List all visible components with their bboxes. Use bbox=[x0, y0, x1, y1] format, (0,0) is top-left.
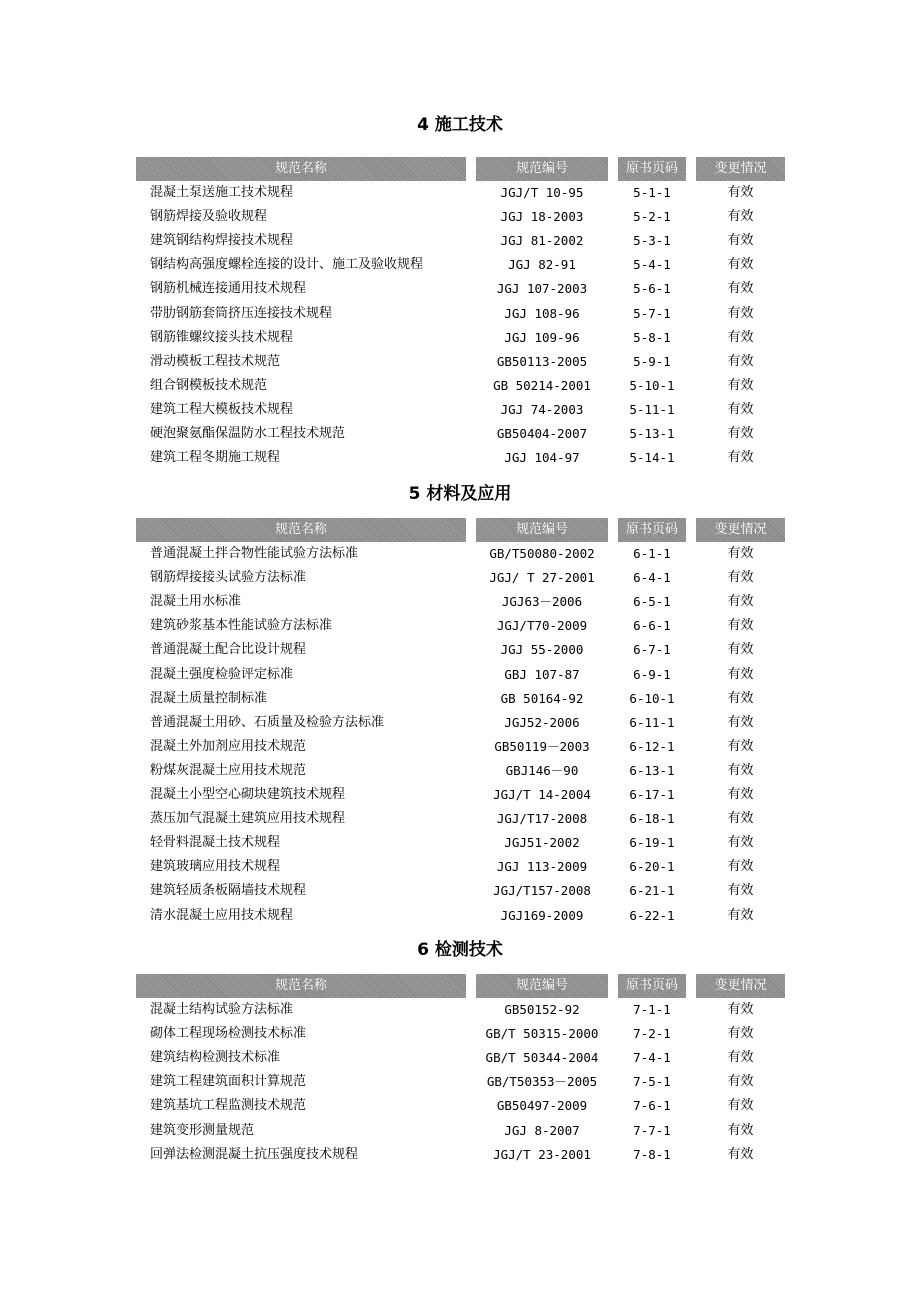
standard-code: JGJ/T17-2008 bbox=[496, 811, 588, 827]
standard-name: 建筑变形测量规范 bbox=[150, 1122, 255, 1138]
status: 有效 bbox=[727, 618, 754, 634]
table-row bbox=[0, 879, 920, 903]
header-status: 变更情况 bbox=[696, 974, 785, 998]
page-number: 5-11-1 bbox=[629, 401, 675, 417]
page-number: 6-12-1 bbox=[629, 738, 675, 754]
table-row bbox=[0, 398, 920, 422]
header-status: 变更情况 bbox=[696, 518, 785, 542]
page-number: 7-7-1 bbox=[633, 1122, 671, 1138]
standard-name: 钢筋锥螺纹接头技术规程 bbox=[150, 329, 294, 345]
status: 有效 bbox=[727, 281, 754, 297]
standard-code: JGJ/T157-2008 bbox=[493, 883, 591, 899]
page-number: 6-21-1 bbox=[629, 883, 675, 899]
standard-name: 回弹法检测混凝土抗压强度技术规程 bbox=[150, 1146, 359, 1162]
page-number: 5-7-1 bbox=[633, 305, 671, 321]
standard-name: 混凝土质量控制标准 bbox=[150, 690, 268, 706]
table-row bbox=[0, 1119, 920, 1143]
status: 有效 bbox=[727, 787, 754, 802]
page-number: 6-7-1 bbox=[633, 642, 671, 658]
page-number: 7-2-1 bbox=[633, 1026, 671, 1042]
standard-code: JGJ 74-2003 bbox=[500, 401, 584, 417]
page-number: 6-13-1 bbox=[629, 762, 675, 778]
standard-name: 混凝土泵送施工技术规程 bbox=[150, 185, 294, 200]
header-name: 规范名称 bbox=[136, 974, 466, 998]
section-title: 6 检测技术 bbox=[417, 940, 503, 960]
table-row bbox=[0, 566, 920, 590]
standard-name: 建筑玻璃应用技术规程 bbox=[150, 859, 281, 875]
standard-code: JGJ 55-2000 bbox=[500, 642, 584, 658]
table-row bbox=[0, 350, 920, 374]
status: 有效 bbox=[727, 1122, 754, 1138]
status: 有效 bbox=[727, 883, 754, 899]
standard-name: 建筑钢结构焊接技术规程 bbox=[150, 233, 294, 249]
standard-code: GB50152-92 bbox=[504, 1002, 580, 1017]
page-number: 5-13-1 bbox=[629, 426, 675, 441]
standard-name: 砌体工程现场检测技术标准 bbox=[150, 1026, 307, 1042]
page-number: 6-10-1 bbox=[629, 690, 675, 706]
standard-name: 蒸压加气混凝土建筑应用技术规程 bbox=[150, 811, 346, 827]
status: 有效 bbox=[727, 1002, 754, 1017]
standard-name: 硬泡聚氨酯保温防水工程技术规范 bbox=[150, 426, 346, 441]
header-page: 原书页码 bbox=[618, 157, 686, 181]
standard-code: GB50113-2005 bbox=[496, 353, 588, 369]
table-row bbox=[0, 1046, 920, 1070]
status: 有效 bbox=[727, 305, 754, 321]
standard-code: JGJ 81-2002 bbox=[500, 233, 584, 249]
page-number: 6-6-1 bbox=[633, 618, 671, 634]
standard-code: JGJ 107-2003 bbox=[496, 281, 588, 297]
standard-code: JGJ/T 23-2001 bbox=[493, 1146, 591, 1162]
table-row bbox=[0, 205, 920, 229]
standard-name: 钢筋焊接及验收规程 bbox=[150, 209, 268, 225]
table-row bbox=[0, 422, 920, 446]
status: 有效 bbox=[727, 907, 754, 923]
standard-code: JGJ/ T 27-2001 bbox=[489, 570, 595, 586]
status: 有效 bbox=[727, 426, 754, 441]
status: 有效 bbox=[727, 570, 754, 586]
standard-code: GB50119－2003 bbox=[494, 738, 590, 754]
header-code: 规范编号 bbox=[476, 157, 608, 181]
status: 有效 bbox=[727, 209, 754, 225]
status: 有效 bbox=[727, 1146, 754, 1162]
standard-name: 钢筋焊接接头试验方法标准 bbox=[150, 570, 307, 586]
page-number: 5-2-1 bbox=[633, 209, 671, 225]
page-number: 5-14-1 bbox=[629, 450, 675, 466]
page-number: 5-9-1 bbox=[633, 353, 671, 369]
standard-name: 建筑工程冬期施工规程 bbox=[150, 450, 281, 466]
table-row bbox=[0, 783, 920, 807]
standard-name: 普通混凝土配合比设计规程 bbox=[150, 642, 307, 658]
standard-code: JGJ51-2002 bbox=[504, 835, 580, 851]
standard-code: GB/T 50315-2000 bbox=[485, 1026, 599, 1042]
header-code: 规范编号 bbox=[476, 518, 608, 542]
standard-name: 组合钢模板技术规范 bbox=[150, 377, 268, 393]
table-row bbox=[0, 1143, 920, 1167]
standard-code: JGJ/T70-2009 bbox=[496, 618, 588, 634]
page-number: 7-5-1 bbox=[633, 1074, 671, 1090]
standard-code: JGJ 109-96 bbox=[504, 329, 580, 345]
standard-name: 钢筋机械连接通用技术规程 bbox=[150, 281, 307, 297]
page-number: 5-8-1 bbox=[633, 329, 671, 345]
status: 有效 bbox=[727, 233, 754, 249]
page-number: 7-4-1 bbox=[633, 1050, 671, 1066]
header-page: 原书页码 bbox=[618, 518, 686, 542]
section-title: 4 施工技术 bbox=[417, 115, 503, 135]
status: 有效 bbox=[727, 1098, 754, 1114]
page-number: 6-11-1 bbox=[629, 714, 675, 730]
standard-name: 建筑结构检测技术标准 bbox=[150, 1050, 281, 1066]
page-number: 6-19-1 bbox=[629, 835, 675, 851]
header-code: 规范编号 bbox=[476, 974, 608, 998]
status: 有效 bbox=[727, 666, 754, 682]
standard-code: JGJ 108-96 bbox=[504, 305, 580, 321]
table-row bbox=[0, 181, 920, 205]
table-row bbox=[0, 253, 920, 277]
page-number: 6-1-1 bbox=[633, 546, 671, 561]
status: 有效 bbox=[727, 401, 754, 417]
table-row bbox=[0, 831, 920, 855]
page-number: 7-1-1 bbox=[633, 1002, 671, 1017]
status: 有效 bbox=[727, 1074, 754, 1090]
status: 有效 bbox=[727, 690, 754, 706]
table-row bbox=[0, 326, 920, 350]
page-number: 5-10-1 bbox=[629, 377, 675, 393]
standard-name: 普通混凝土拌合物性能试验方法标准 bbox=[150, 546, 359, 561]
standard-code: GB/T50080-2002 bbox=[489, 546, 595, 561]
status: 有效 bbox=[727, 835, 754, 851]
table-row bbox=[0, 542, 920, 566]
table-row bbox=[0, 807, 920, 831]
table-row bbox=[0, 1094, 920, 1118]
standard-code: GB50404-2007 bbox=[496, 426, 588, 441]
table-row bbox=[0, 614, 920, 638]
page-number: 6-22-1 bbox=[629, 907, 675, 923]
standard-name: 建筑砂浆基本性能试验方法标准 bbox=[150, 618, 333, 634]
standard-name: 清水混凝土应用技术规程 bbox=[150, 907, 294, 923]
standard-code: JGJ 113-2009 bbox=[496, 859, 588, 875]
status: 有效 bbox=[727, 353, 754, 369]
page-number: 5-6-1 bbox=[633, 281, 671, 297]
header-page: 原书页码 bbox=[618, 974, 686, 998]
table-row bbox=[0, 277, 920, 301]
standard-code: GBJ 107-87 bbox=[504, 666, 580, 682]
status: 有效 bbox=[727, 859, 754, 875]
header-name: 规范名称 bbox=[136, 518, 466, 542]
standard-name: 混凝土小型空心砌块建筑技术规程 bbox=[150, 787, 346, 802]
standard-code: GB/T50353－2005 bbox=[486, 1074, 598, 1090]
standard-code: GB 50164-92 bbox=[500, 690, 584, 706]
section-title: 5 材料及应用 bbox=[408, 484, 512, 504]
table-row bbox=[0, 687, 920, 711]
page-number: 6-17-1 bbox=[629, 787, 675, 802]
page-number: 5-4-1 bbox=[633, 257, 671, 273]
table-row bbox=[0, 638, 920, 662]
table-row bbox=[0, 229, 920, 253]
standard-code: GB/T 50344-2004 bbox=[485, 1050, 599, 1066]
page-number: 6-4-1 bbox=[633, 570, 671, 586]
page-number: 5-1-1 bbox=[633, 185, 671, 200]
table-row bbox=[0, 1070, 920, 1094]
table-row bbox=[0, 711, 920, 735]
standard-name: 混凝土用水标准 bbox=[150, 594, 242, 610]
table-header bbox=[0, 157, 920, 181]
table-header bbox=[0, 518, 920, 542]
page-number: 5-3-1 bbox=[633, 233, 671, 249]
table-row bbox=[0, 590, 920, 614]
table-row bbox=[0, 855, 920, 879]
standard-name: 建筑工程大模板技术规程 bbox=[150, 401, 294, 417]
table-header bbox=[0, 974, 920, 998]
page-number: 7-8-1 bbox=[633, 1146, 671, 1162]
page-number: 6-20-1 bbox=[629, 859, 675, 875]
page-number: 6-9-1 bbox=[633, 666, 671, 682]
table-row bbox=[0, 302, 920, 326]
page-number: 6-5-1 bbox=[633, 594, 671, 610]
page-number: 6-18-1 bbox=[629, 811, 675, 827]
standard-code: JGJ169-2009 bbox=[500, 907, 584, 923]
standard-code: JGJ 18-2003 bbox=[500, 209, 584, 225]
header-name: 规范名称 bbox=[136, 157, 466, 181]
status: 有效 bbox=[727, 714, 754, 730]
table-row bbox=[0, 446, 920, 470]
header-status: 变更情况 bbox=[696, 157, 785, 181]
table-row bbox=[0, 759, 920, 783]
standard-name: 粉煤灰混凝土应用技术规范 bbox=[150, 762, 307, 778]
status: 有效 bbox=[727, 762, 754, 778]
standard-name: 混凝土外加剂应用技术规范 bbox=[150, 738, 307, 754]
status: 有效 bbox=[727, 642, 754, 658]
standard-name: 建筑工程建筑面积计算规范 bbox=[150, 1074, 307, 1090]
status: 有效 bbox=[727, 1026, 754, 1042]
standard-name: 普通混凝土用砂、石质量及检验方法标准 bbox=[150, 714, 385, 730]
standard-name: 滑动模板工程技术规范 bbox=[150, 353, 281, 369]
standard-name: 建筑基坑工程监测技术规范 bbox=[150, 1098, 307, 1114]
standard-name: 混凝土结构试验方法标准 bbox=[150, 1002, 294, 1017]
standard-code: GB 50214-2001 bbox=[493, 377, 591, 393]
table-row bbox=[0, 904, 920, 928]
standard-name: 带肋钢筋套筒挤压连接技术规程 bbox=[150, 305, 333, 321]
status: 有效 bbox=[727, 185, 754, 200]
standard-code: JGJ 8-2007 bbox=[504, 1122, 580, 1138]
table-row bbox=[0, 663, 920, 687]
status: 有效 bbox=[727, 257, 754, 273]
status: 有效 bbox=[727, 811, 754, 827]
table-row bbox=[0, 374, 920, 398]
status: 有效 bbox=[727, 377, 754, 393]
standard-code: GBJ146－90 bbox=[505, 762, 579, 778]
standard-name: 建筑轻质条板隔墙技术规程 bbox=[150, 883, 307, 899]
page-number: 7-6-1 bbox=[633, 1098, 671, 1114]
standard-code: GB50497-2009 bbox=[496, 1098, 588, 1114]
status: 有效 bbox=[727, 450, 754, 466]
standard-code: JGJ 104-97 bbox=[504, 450, 580, 466]
table-row bbox=[0, 998, 920, 1022]
table-row bbox=[0, 1022, 920, 1046]
standard-name: 混凝土强度检验评定标准 bbox=[150, 666, 294, 682]
standard-code: JGJ/T 10-95 bbox=[500, 185, 584, 200]
standard-code: JGJ63－2006 bbox=[501, 594, 583, 610]
standard-code: JGJ52-2006 bbox=[504, 714, 580, 730]
status: 有效 bbox=[727, 546, 754, 561]
standard-code: JGJ 82-91 bbox=[508, 257, 576, 273]
status: 有效 bbox=[727, 1050, 754, 1066]
standard-name: 钢结构高强度螺栓连接的设计、施工及验收规程 bbox=[150, 257, 424, 273]
status: 有效 bbox=[727, 594, 754, 610]
status: 有效 bbox=[727, 738, 754, 754]
standard-code: JGJ/T 14-2004 bbox=[493, 787, 591, 802]
table-row bbox=[0, 735, 920, 759]
standard-name: 轻骨料混凝土技术规程 bbox=[150, 835, 281, 851]
status: 有效 bbox=[727, 329, 754, 345]
